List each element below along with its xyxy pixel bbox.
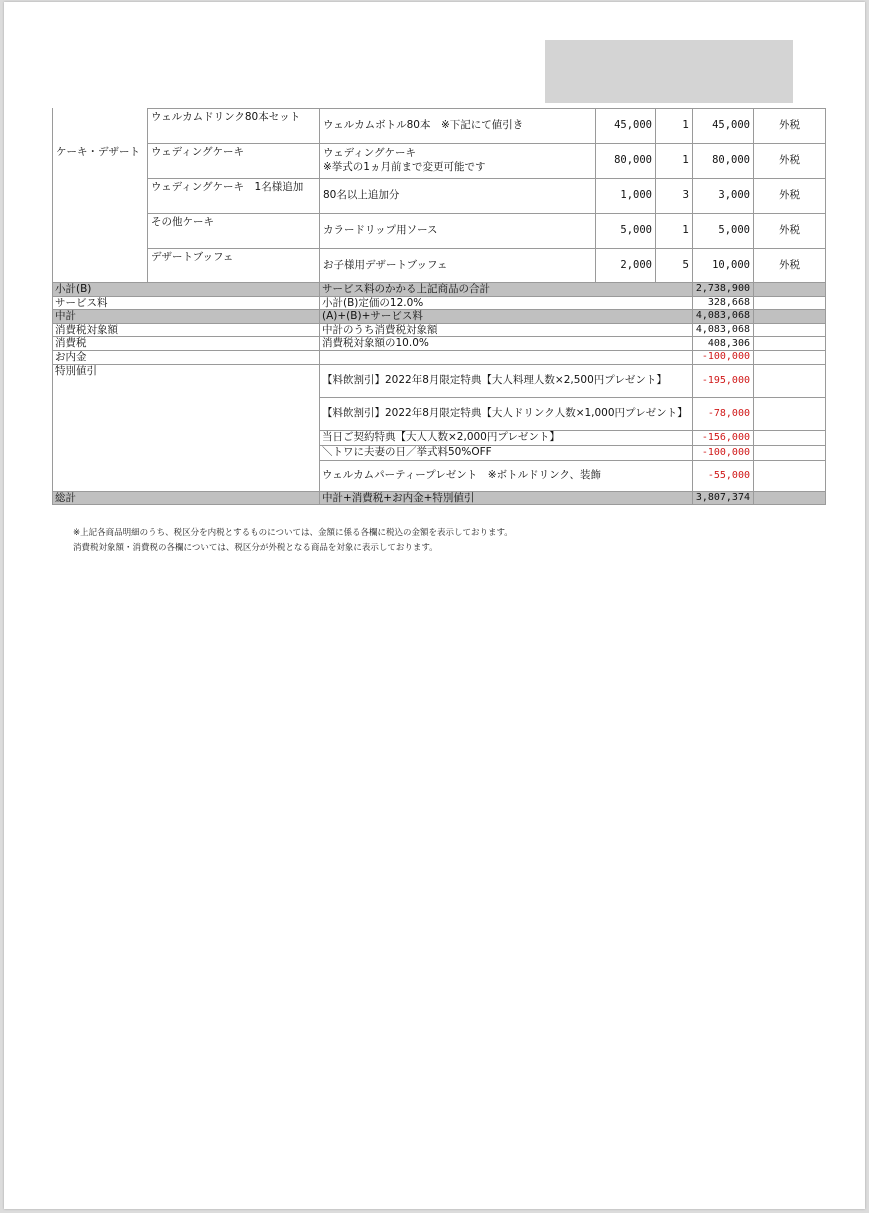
summary-amount: 328,668 xyxy=(693,296,754,310)
table-row xyxy=(53,144,826,179)
discount-amount: -156,000 xyxy=(693,430,754,445)
category-cell: ケーキ・デザート xyxy=(53,144,148,179)
summary-desc: 中計のうち消費税対象額 xyxy=(320,323,693,337)
detail-cell: お子様用デザートブッフェ xyxy=(320,249,596,284)
summary-desc: 消費税対象額の10.0% xyxy=(320,337,693,351)
consumption-tax-row xyxy=(53,337,826,351)
tax-cell: 外税 xyxy=(754,109,826,144)
subcategory-cell: ウェディングケーキ 1名様追加 xyxy=(148,179,320,214)
summary-amount: 408,306 xyxy=(693,337,754,351)
grand-total-row xyxy=(53,491,826,505)
subtotal-b-row xyxy=(53,283,826,297)
qty-cell: 5 xyxy=(656,249,693,284)
summary-amount: 2,738,900 xyxy=(693,283,754,297)
footnote: ※上記各商品明細のうち、税区分を内税とするものについては、金額に係る各欄に税込の金額を表示しております。 xyxy=(73,528,513,538)
amount-cell: 5,000 xyxy=(693,214,754,249)
discount-row xyxy=(53,460,826,491)
detail-cell: ウェディングケーキ ※挙式の1ヵ月前まで変更可能です xyxy=(320,144,596,179)
discount-row xyxy=(53,445,826,460)
category-cell xyxy=(53,249,148,284)
redacted-area xyxy=(545,40,793,103)
table-row xyxy=(53,109,826,144)
summary-label: サービス料 xyxy=(53,296,320,310)
category-cell xyxy=(53,109,148,144)
amount-cell: 45,000 xyxy=(693,109,754,144)
amount-cell: 3,000 xyxy=(693,179,754,214)
tax-cell: 外税 xyxy=(754,179,826,214)
subcategory-cell: その他ケーキ xyxy=(148,214,320,249)
discount-desc: ＼トワに夫妻の日／挙式料50%OFF xyxy=(320,445,693,460)
discount-row xyxy=(53,430,826,445)
total-amount: 3,807,374 xyxy=(693,491,754,505)
discount-amount: -55,000 xyxy=(693,460,754,491)
table-row xyxy=(53,249,826,284)
discount-desc: ウェルカムパーティープレゼント ※ボトルドリンク、装飾 xyxy=(320,460,693,491)
subcategory-cell: ウェディングケーキ xyxy=(148,144,320,179)
discount-desc: 【料飲割引】2022年8月限定特典【大人ドリンク人数×1,000円プレゼント】 xyxy=(320,397,693,430)
summary-amount: 4,083,068 xyxy=(693,310,754,324)
subcategory-cell: デザートブッフェ xyxy=(148,249,320,284)
detail-cell: カラードリップ用ソース xyxy=(320,214,596,249)
tax-cell: 外税 xyxy=(754,249,826,284)
discount-desc: 【料飲割引】2022年8月限定特典【大人料理人数×2,500円プレゼント】 xyxy=(320,364,693,397)
qty-cell: 3 xyxy=(656,179,693,214)
footnotes xyxy=(73,526,513,556)
unit-price-cell: 2,000 xyxy=(596,249,656,284)
taxable-amount-row xyxy=(53,323,826,337)
summary-desc: 小計(B)定価の12.0% xyxy=(320,296,693,310)
discount-label: 特別値引 xyxy=(53,364,320,397)
discount-amount: -195,000 xyxy=(693,364,754,397)
summary-amount: -100,000 xyxy=(693,350,754,364)
category-cell xyxy=(53,179,148,214)
discount-amount: -78,000 xyxy=(693,397,754,430)
unit-price-cell: 1,000 xyxy=(596,179,656,214)
subcategory-cell: ウェルカムドリンク80本セット xyxy=(148,109,320,144)
summary-label: 消費税 xyxy=(53,337,320,351)
summary-desc: サービス料のかかる上記商品の合計 xyxy=(320,283,693,297)
summary-desc: (A)+(B)+サービス料 xyxy=(320,310,693,324)
amount-cell: 10,000 xyxy=(693,249,754,284)
tax-cell: 外税 xyxy=(754,214,826,249)
summary-label: 小計(B) xyxy=(53,283,320,297)
detail-cell: ウェルカムボトル80本 ※下記にて値引き xyxy=(320,109,596,144)
detail-cell: 80名以上追加分 xyxy=(320,179,596,214)
discount-desc: 当日ご契約特典【大人人数×2,000円プレゼント】 xyxy=(320,430,693,445)
qty-cell: 1 xyxy=(656,109,693,144)
discount-amount: -100,000 xyxy=(693,445,754,460)
tax-cell: 外税 xyxy=(754,144,826,179)
service-fee-row xyxy=(53,296,826,310)
summary-table xyxy=(52,282,826,505)
unit-price-cell: 5,000 xyxy=(596,214,656,249)
total-desc: 中計+消費税+お内金+特別値引 xyxy=(320,491,693,505)
midtotal-row xyxy=(53,310,826,324)
total-label: 総計 xyxy=(53,491,320,505)
footnote: 消費税対象額・消費税の各欄については、税区分が外税となる商品を対象に表示しております。 xyxy=(73,543,438,553)
unit-price-cell: 45,000 xyxy=(596,109,656,144)
summary-label: お内金 xyxy=(53,350,320,364)
deposit-row xyxy=(53,350,826,364)
table-row xyxy=(53,214,826,249)
table-row xyxy=(53,179,826,214)
document-page xyxy=(4,2,865,1209)
summary-label: 消費税対象額 xyxy=(53,323,320,337)
discount-row xyxy=(53,397,826,430)
summary-label: 中計 xyxy=(53,310,320,324)
qty-cell: 1 xyxy=(656,144,693,179)
category-cell xyxy=(53,214,148,249)
discount-row xyxy=(53,364,826,397)
items-table xyxy=(52,108,826,284)
qty-cell: 1 xyxy=(656,214,693,249)
summary-amount: 4,083,068 xyxy=(693,323,754,337)
unit-price-cell: 80,000 xyxy=(596,144,656,179)
amount-cell: 80,000 xyxy=(693,144,754,179)
summary-desc xyxy=(320,350,693,364)
